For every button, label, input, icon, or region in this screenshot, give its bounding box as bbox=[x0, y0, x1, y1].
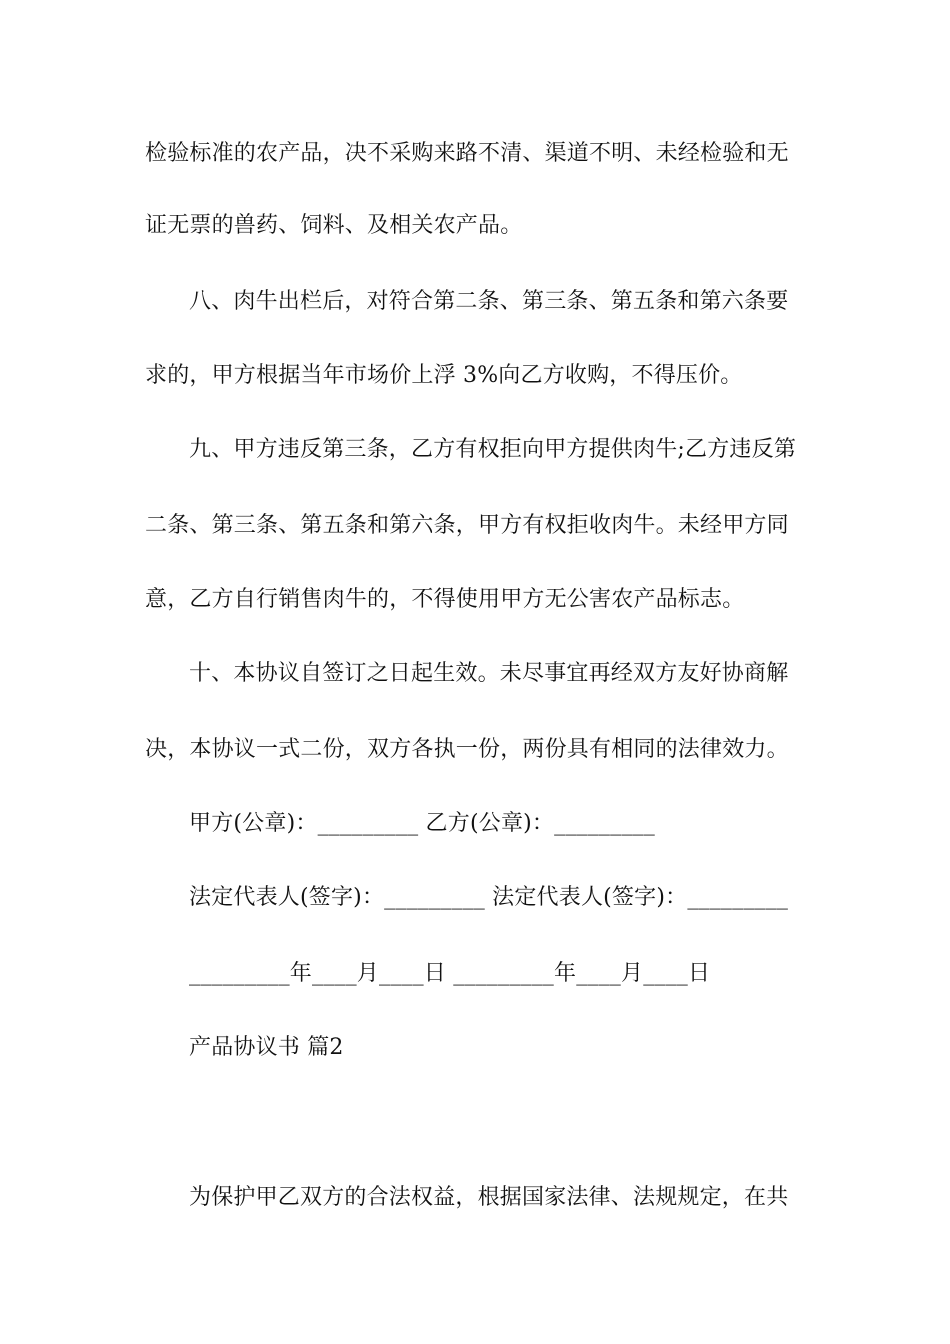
seal-signature-line: 甲方(公章)：_________ 乙方(公章)：_________ bbox=[189, 811, 655, 836]
clause-eight-line: 八、肉牛出栏后，对符合第二条、第三条、第五条和第六条要 bbox=[189, 289, 789, 314]
paragraph-line: 求的，甲方根据当年市场价上浮 3%向乙方收购，不得压价。 bbox=[145, 363, 743, 388]
section-heading: 产品协议书 篇2 bbox=[189, 1035, 344, 1060]
clause-ten-line: 十、本协议自签订之日起生效。未尽事宜再经双方友好协商解 bbox=[189, 661, 789, 686]
paragraph-line: 二条、第三条、第五条和第六条，甲方有权拒收肉牛。未经甲方同 bbox=[145, 513, 789, 538]
paragraph-line: 意，乙方自行销售肉牛的，不得使用甲方无公害农产品标志。 bbox=[145, 587, 745, 612]
clause-nine-line: 九、甲方违反第三条，乙方有权拒向甲方提供肉牛;乙方违反第 bbox=[189, 437, 797, 462]
paragraph-line: 检验标准的农产品，决不采购来路不清、渠道不明、未经检验和无 bbox=[145, 141, 789, 166]
paragraph-line: 为保护甲乙双方的合法权益，根据国家法律、法规规定，在共 bbox=[189, 1185, 789, 1210]
paragraph-line: 证无票的兽药、饲料、及相关农产品。 bbox=[145, 213, 523, 238]
date-line: _________年____月____日 _________年____月____日 bbox=[189, 961, 711, 986]
paragraph-line: 决，本协议一式二份，双方各执一份，两份具有相同的法律效力。 bbox=[145, 737, 789, 762]
representative-signature-line: 法定代表人(签字)：_________ 法定代表人(签字)：_________ bbox=[189, 885, 789, 910]
